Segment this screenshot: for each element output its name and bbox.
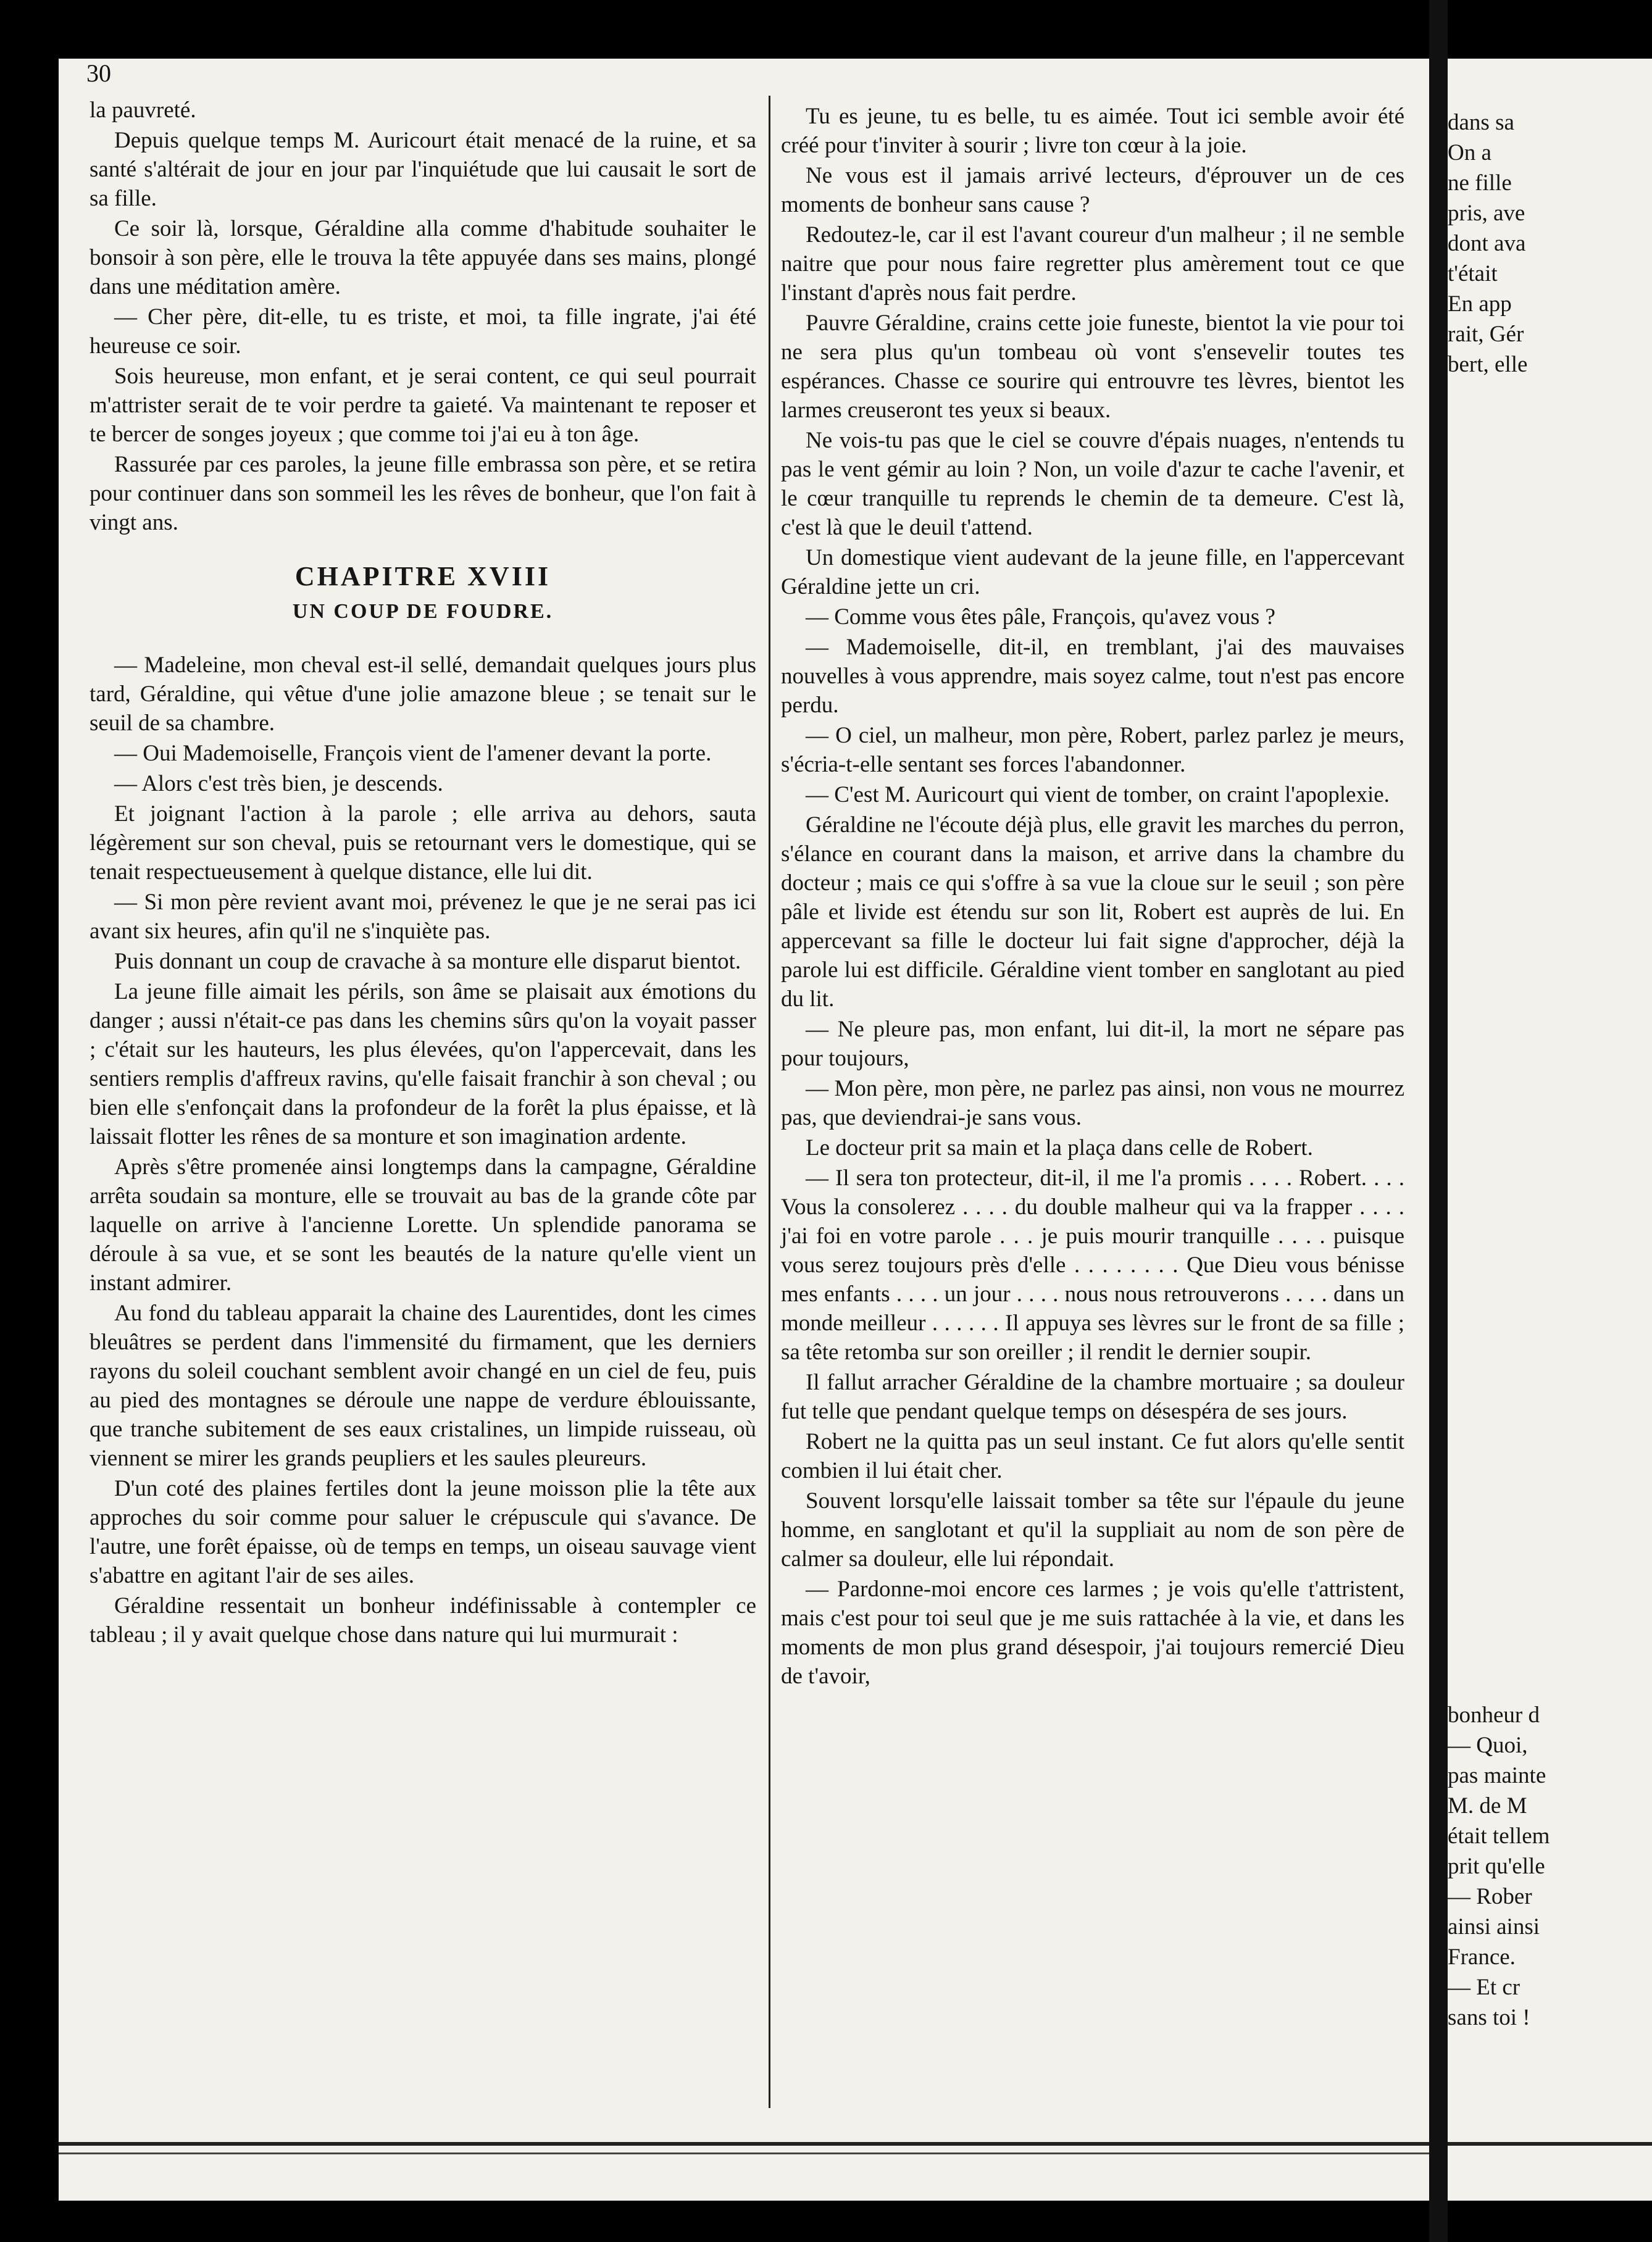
paragraph: — O ciel, un malheur, mon père, Robert, parlez parlez je meurs, s'écria-t-elle sentant ses forces l'abandonner. xyxy=(781,723,1404,777)
paragraph: — Cher père, dit-elle, tu es triste, et moi, ta fille ingrate, j'ai été heureuse ce soir. xyxy=(90,304,756,359)
text-fragment: bonheur d xyxy=(1448,1702,1540,1728)
paragraph: — Ne pleure pas, mon enfant, lui dit-il, la mort ne sépare pas pour toujours, xyxy=(781,1017,1404,1071)
paragraph: Ne vois-tu pas que le ciel se couvre d'épais nuages, n'entends tu pas le vent gémir au loin ? Non, un voile d'azur te cache l'avenir, et le cœur tranquille tu reprends le chemin de ta demeure. C'est là, c'est là que le deuil t'attend. xyxy=(781,428,1404,540)
paragraph: Un domestique vient audevant de la jeune fille, en l'appercevant Géraldine jette un cri. xyxy=(781,545,1404,599)
text-fragment: dont ava xyxy=(1448,231,1526,256)
next-page-rule xyxy=(1448,2142,1652,2146)
paragraph: — Si mon père revient avant moi, prévenez le que je ne serai pas ici avant six heures, afin qu'il ne s'inquiète pas. xyxy=(90,890,756,944)
paragraph: — Comme vous êtes pâle, François, qu'avez vous ? xyxy=(806,604,1275,630)
text-fragment: ne fille xyxy=(1448,170,1512,196)
paragraph: D'un coté des plaines fertiles dont la jeune moisson plie la tête aux approches du soir comme pour saluer le crépuscule qui s'avance. De l'autre, une forêt épaisse, où de temps en temps, un oiseau sauvage vient s'abattre en agitant l'air de ses ailes. xyxy=(90,1476,756,1588)
paragraph: La jeune fille aimait les périls, son âme se plaisait aux émotions du danger ; aussi n'était-ce pas dans les chemins sûrs qu'on la voyait passer ; c'était sur les hauteurs, les plus élevées, qu'on l'appercevait, dans les sentiers remplis d'affreux ravins, qu'elle faisait franchir à son cheval ; ou bien elle s'enfonçait dans la profondeur de la forêt la plus épaisse, et là laissait flotter les rênes de sa monture et son imagination ardente. xyxy=(90,979,756,1149)
text-fragment: rait, Gér xyxy=(1448,322,1524,347)
paragraph: Depuis quelque temps M. Auricourt était menacé de la ruine, et sa santé s'altérait de jour en jour par l'inquiétude que lui causait le sort de sa fille. xyxy=(90,128,756,211)
text-fragment: — Et cr xyxy=(1448,1975,1521,2000)
intro-paragraphs xyxy=(90,96,756,537)
text-fragment: bert, elle xyxy=(1448,352,1528,377)
paragraph: Souvent lorsqu'elle laissait tomber sa tête sur l'épaule du jeune homme, en sanglotant et qu'il la suppliait au nom de son père de calmer sa douleur, elle lui répondait. xyxy=(781,1488,1404,1572)
text-fragment: pas mainte xyxy=(1448,1763,1546,1788)
paragraph: la pauvreté. xyxy=(90,98,196,123)
text-fragment: pris, ave xyxy=(1448,201,1525,226)
text-fragment: ainsi ainsi xyxy=(1448,1914,1540,1940)
column-divider xyxy=(769,96,770,2108)
text-fragment: — Rober xyxy=(1448,1884,1532,1909)
paragraph: Ce soir là, lorsque, Géraldine alla comme d'habitude souhaiter le bonsoir à son père, elle le trouva la tête appuyée dans ses mains, plongé dans une méditation amère. xyxy=(90,216,756,299)
paragraph: Sois heureuse, mon enfant, et je serai content, ce qui seul pourrait m'attrister serait de te voir perdre ta gaieté. Va maintenant te reposer et te bercer de songes joyeux ; que comme toi j'ai eu à ton âge. xyxy=(90,364,756,447)
paragraph: — Mademoiselle, dit-il, en tremblant, j'ai des mauvaises nouvelles à vous apprendre, mais soyez calme, tout n'est pas encore perdu. xyxy=(781,635,1404,718)
chapter-title: CHAPITRE XVIII xyxy=(294,561,551,591)
text-fragment: M. de M xyxy=(1448,1793,1527,1819)
text-fragment: était tellem xyxy=(1448,1823,1550,1849)
paragraph: — Il sera ton protecteur, dit-il, il me l'a promis . . . . Robert. . . . Vous la consolerez . . . . du double malheur qui va la frapper . . . . j'ai foi en votre parole . . . je puis mourir tranquille . . . . puisque vous serez toujours près d'elle . . . . . . . . Que Dieu vous bénisse mes enfants . . . . un jour . . . . nous nous retrouverons . . . . dans un monde meilleur . . . . . . Il appuya ses lèvres sur le front de sa fille ; sa tête retomba sur son oreiller ; il rendit le dernier soupir. xyxy=(781,1165,1404,1365)
text-fragment: t'était xyxy=(1448,261,1498,286)
paragraph: Après s'être promenée ainsi longtemps dans la campagne, Géraldine arrêta soudain sa monture, elle se trouvait au bas de la grande côte par laquelle on arrive à l'ancienne Lorette. Un splendide panorama se déroule à sa vue, et se sont les beautés de la nature qu'elle vient un instant admirer. xyxy=(90,1154,756,1296)
paragraph: — Mon père, mon père, ne parlez pas ainsi, non vous ne mourrez pas, que deviendrai-je sans vous. xyxy=(781,1076,1404,1130)
chapter-paragraphs xyxy=(90,651,756,1649)
paragraph: Redoutez-le, car il est l'avant coureur d'un malheur ; il ne semble naitre que pour nous faire regretter plus amèrement tout ce que l'instant d'après nous fait perdre. xyxy=(781,222,1404,306)
paragraph: Et joignant l'action à la parole ; elle arriva au dehors, sauta légèrement sur son cheval, puis se retournant vers le domestique, qui se tenait respectueusement à quelque distance, elle lui dit. xyxy=(90,801,756,885)
paragraph: Au fond du tableau apparait la chaine des Laurentides, dont les cimes bleuâtres se perdent dans l'immensité du firmament, que les derniers rayons du soleil couchant semblent avoir changé en un ciel de feu, puis au pied des montagnes se déroule une nappe de verdure éblouissante, que tranche subitement de ses eaux cristalines, un limpide ruisseau, où viennent se mirer les grands peupliers et les saules pleureurs. xyxy=(90,1301,756,1471)
paragraph: — Madeleine, mon cheval est-il sellé, demandait quelques jours plus tard, Géraldine, qui vêtue d'une jolie amazone bleue ; se tenait sur le seuil de sa chambre. xyxy=(90,652,756,736)
paragraph: Il fallut arracher Géraldine de la chambre mortuaire ; sa douleur fut telle que pendant quelque temps on désespéra de ses jours. xyxy=(781,1370,1404,1424)
bottom-rule-secondary xyxy=(59,2152,1429,2154)
paragraph: — Oui Mademoiselle, François vient de l'amener devant la porte. xyxy=(114,741,712,766)
page-number: 30 xyxy=(86,59,111,87)
paragraph: — Pardonne-moi encore ces larmes ; je vois qu'elle t'attristent, mais c'est pour toi seul que je me suis rattachée à la vie, et dans les moments de mon plus grand désespoir, j'ai toujours remercié Dieu de t'avoir, xyxy=(781,1577,1404,1689)
text-fragment: France. xyxy=(1448,1944,1516,1970)
text-fragment: prit qu'elle xyxy=(1448,1854,1545,1879)
bottom-rule xyxy=(59,2142,1429,2146)
page-gutter xyxy=(1429,0,1448,2242)
scanned-page xyxy=(59,59,1429,2201)
text-fragment: — Quoi, xyxy=(1448,1733,1528,1758)
text-fragment: En app xyxy=(1448,291,1512,317)
chapter-subtitle: UN COUP DE FOUDRE. xyxy=(292,600,554,623)
text-fragment: dans sa xyxy=(1448,110,1514,135)
paragraph: Robert ne la quitta pas un seul instant. Ce fut alors qu'elle sentit combien il lui était cher. xyxy=(781,1429,1404,1483)
right-column xyxy=(781,102,1404,1692)
paragraph: Le docteur prit sa main et la plaça dans celle de Robert. xyxy=(806,1135,1313,1161)
paragraph: Rassurée par ces paroles, la jeune fille embrassa son père, et se retira pour continuer dans son sommeil les les rêves de bonheur, que l'on fait à vingt ans. xyxy=(90,452,756,535)
paragraph: Pauvre Géraldine, crains cette joie funeste, bientot la vie pour toi ne sera plus qu'un tombeau où vont s'ensevelir toutes tes espérances. Chasse ce sourire qui entrouvre tes lèvres, bientot les larmes creuseront tes yeux si beaux. xyxy=(781,310,1404,423)
paragraph: Géraldine ne l'écoute déjà plus, elle gravit les marches du perron, s'élance en courant dans la maison, et arrive dans la chambre du docteur ; mais ce qui s'offre à sa vue la cloue sur le seuil ; son père pâle et livide est étendu sur son lit, Robert est auprès de lui. En appercevant sa fille le docteur lui fait signe d'approcher, déjà la parole lui est difficile. Géraldine vient tomber en sanglotant au pied du lit. xyxy=(781,812,1404,1012)
next-page-edge xyxy=(1448,59,1652,2201)
paragraph: Ne vous est il jamais arrivé lecteurs, d'éprouver un de ces moments de bonheur sans cause ? xyxy=(781,163,1404,217)
paragraph: Tu es jeune, tu es belle, tu es aimée. Tout ici semble avoir été créé pour t'inviter à sourir ; livre ton cœur à la joie. xyxy=(781,104,1404,158)
paragraph: Puis donnant un coup de cravache à sa monture elle disparut bientot. xyxy=(114,949,741,974)
paragraph: — Alors c'est très bien, je descends. xyxy=(114,771,443,796)
left-column xyxy=(90,96,756,1651)
paragraph: Géraldine ressentait un bonheur indéfinissable à contempler ce tableau ; il y avait quelque chose dans nature qui lui murmurait : xyxy=(90,1593,756,1648)
text-fragment: On a xyxy=(1448,140,1491,165)
text-fragment: sans toi ! xyxy=(1448,2005,1530,2030)
right-paragraphs xyxy=(781,102,1404,1691)
paragraph: — C'est M. Auricourt qui vient de tomber, on craint l'apoplexie. xyxy=(806,782,1390,807)
